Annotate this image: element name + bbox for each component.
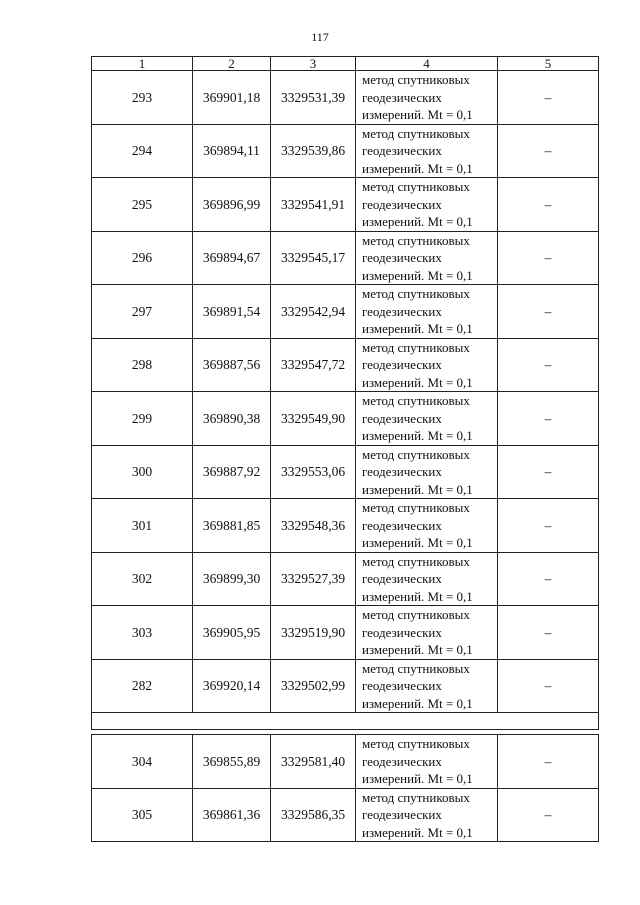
column-5-value: – [498,338,599,392]
method-line: геодезических [362,143,442,158]
method-line: геодезических [362,196,442,212]
method-line: метод спутниковых [362,72,470,87]
method-description [356,71,498,125]
coordinate-y: 3329541,91 [271,178,356,232]
method-description [356,338,498,392]
method-description [356,659,498,713]
coordinate-y: 3329547,72 [271,338,356,392]
method-line: геодезических [362,624,442,640]
point-number: 299 [92,392,193,446]
method-line: геодезических [362,753,442,769]
method-line: измерений. Mt = 0,1 [362,267,473,283]
column-5-value: – [498,392,599,446]
column-header: 3 [271,57,356,71]
point-number: 301 [92,499,193,553]
column-5-value: – [498,788,599,842]
point-number: 304 [92,735,193,789]
coordinate-y: 3329539,86 [271,124,356,178]
coordinate-x: 369855,89 [193,735,271,789]
coordinate-x: 369901,18 [193,71,271,125]
method-description [356,231,498,285]
method-line: измерений. Mt = 0,1 [362,824,473,840]
method-line: метод спутниковых [362,286,470,301]
method-line: метод спутниковых [362,125,470,141]
column-5-value: – [498,735,599,789]
coordinate-x: 369899,30 [193,552,271,606]
table-row [92,338,599,392]
column-5-value: – [498,178,599,232]
method-line: измерений. Mt = 0,1 [362,374,473,390]
method-description [356,285,498,339]
coordinates-table [91,56,599,842]
method-line: метод спутниковых [362,789,470,805]
method-line: геодезических [362,517,442,533]
coordinate-x: 369861,36 [193,788,271,842]
method-line: измерений. Mt = 0,1 [362,428,473,443]
column-header: 5 [498,57,599,71]
table-row [92,735,599,789]
coordinate-x: 369887,92 [193,445,271,499]
point-number: 300 [92,445,193,499]
method-line: измерений. Mt = 0,1 [362,214,473,229]
point-number: 303 [92,606,193,660]
method-line: метод спутниковых [362,736,470,751]
coordinate-y: 3329527,39 [271,552,356,606]
method-line: измерений. Mt = 0,1 [362,321,473,336]
coordinate-x: 369905,95 [193,606,271,660]
coordinate-x: 369894,11 [193,124,271,178]
coordinate-y: 3329549,90 [271,392,356,446]
coordinate-y: 3329548,36 [271,499,356,553]
method-line: измерений. Mt = 0,1 [362,588,473,604]
column-5-value: – [498,552,599,606]
method-description [356,499,498,553]
coordinate-x: 369894,67 [193,231,271,285]
method-description [356,552,498,606]
table-row [92,71,599,125]
coordinate-y: 3329586,35 [271,788,356,842]
point-number: 296 [92,231,193,285]
method-line: измерений. Mt = 0,1 [362,160,473,176]
method-line: метод спутниковых [362,446,470,462]
table-row [92,788,599,842]
point-number: 297 [92,285,193,339]
method-line: метод спутниковых [362,500,470,515]
column-5-value: – [498,71,599,125]
table-row [92,231,599,285]
method-line: геодезических [362,410,442,426]
table-row [92,499,599,553]
point-number: 294 [92,124,193,178]
method-description [356,606,498,660]
page-number: 117 [311,30,329,44]
column-5-value: – [498,606,599,660]
method-line: метод спутниковых [362,339,470,355]
method-line: измерений. Mt = 0,1 [362,481,473,497]
table-gap-row [92,713,599,730]
method-line: геодезических [362,303,442,319]
column-5-value: – [498,124,599,178]
method-line: геодезических [362,678,442,693]
table-row [92,659,599,713]
point-number: 305 [92,788,193,842]
method-line: геодезических [362,464,442,479]
method-line: геодезических [362,571,442,586]
table-row [92,178,599,232]
method-line: измерений. Mt = 0,1 [362,107,473,122]
coordinate-y: 3329542,94 [271,285,356,339]
coordinate-x: 369920,14 [193,659,271,713]
table-row [92,552,599,606]
method-line: измерений. Mt = 0,1 [362,695,473,711]
method-line: метод спутниковых [362,553,470,569]
table-row [92,124,599,178]
table-row [92,392,599,446]
point-number: 302 [92,552,193,606]
table-header-row [92,57,599,71]
gap-cell [92,713,599,730]
method-line: измерений. Mt = 0,1 [362,535,473,550]
point-number: 293 [92,71,193,125]
method-description [356,392,498,446]
method-line: метод спутниковых [362,607,470,622]
method-line: метод спутниковых [362,179,470,194]
table-row [92,606,599,660]
method-line: метод спутниковых [362,232,470,248]
method-line: метод спутниковых [362,660,470,676]
method-line: геодезических [362,89,442,105]
column-5-value: – [498,659,599,713]
coordinate-y: 3329502,99 [271,659,356,713]
method-description [356,445,498,499]
column-5-value: – [498,499,599,553]
column-5-value: – [498,445,599,499]
method-line: измерений. Mt = 0,1 [362,771,473,786]
coordinate-x: 369881,85 [193,499,271,553]
table-row [92,445,599,499]
coordinate-y: 3329581,40 [271,735,356,789]
coordinate-y: 3329545,17 [271,231,356,285]
point-number: 295 [92,178,193,232]
coordinate-x: 369887,56 [193,338,271,392]
method-description [356,788,498,842]
method-line: метод спутниковых [362,393,470,408]
method-description [356,124,498,178]
point-number: 282 [92,659,193,713]
coordinate-x: 369890,38 [193,392,271,446]
coordinate-x: 369891,54 [193,285,271,339]
table-row [92,285,599,339]
column-5-value: – [498,231,599,285]
method-line: измерений. Mt = 0,1 [362,642,473,657]
column-header: 4 [356,57,498,71]
method-description [356,735,498,789]
method-line: геодезических [362,250,442,265]
coordinate-y: 3329553,06 [271,445,356,499]
method-line: геодезических [362,807,442,822]
coordinate-x: 369896,99 [193,178,271,232]
coordinate-y: 3329519,90 [271,606,356,660]
method-description [356,178,498,232]
column-header: 1 [92,57,193,71]
point-number: 298 [92,338,193,392]
coordinate-y: 3329531,39 [271,71,356,125]
column-5-value: – [498,285,599,339]
method-line: геодезических [362,357,442,372]
column-header: 2 [193,57,271,71]
